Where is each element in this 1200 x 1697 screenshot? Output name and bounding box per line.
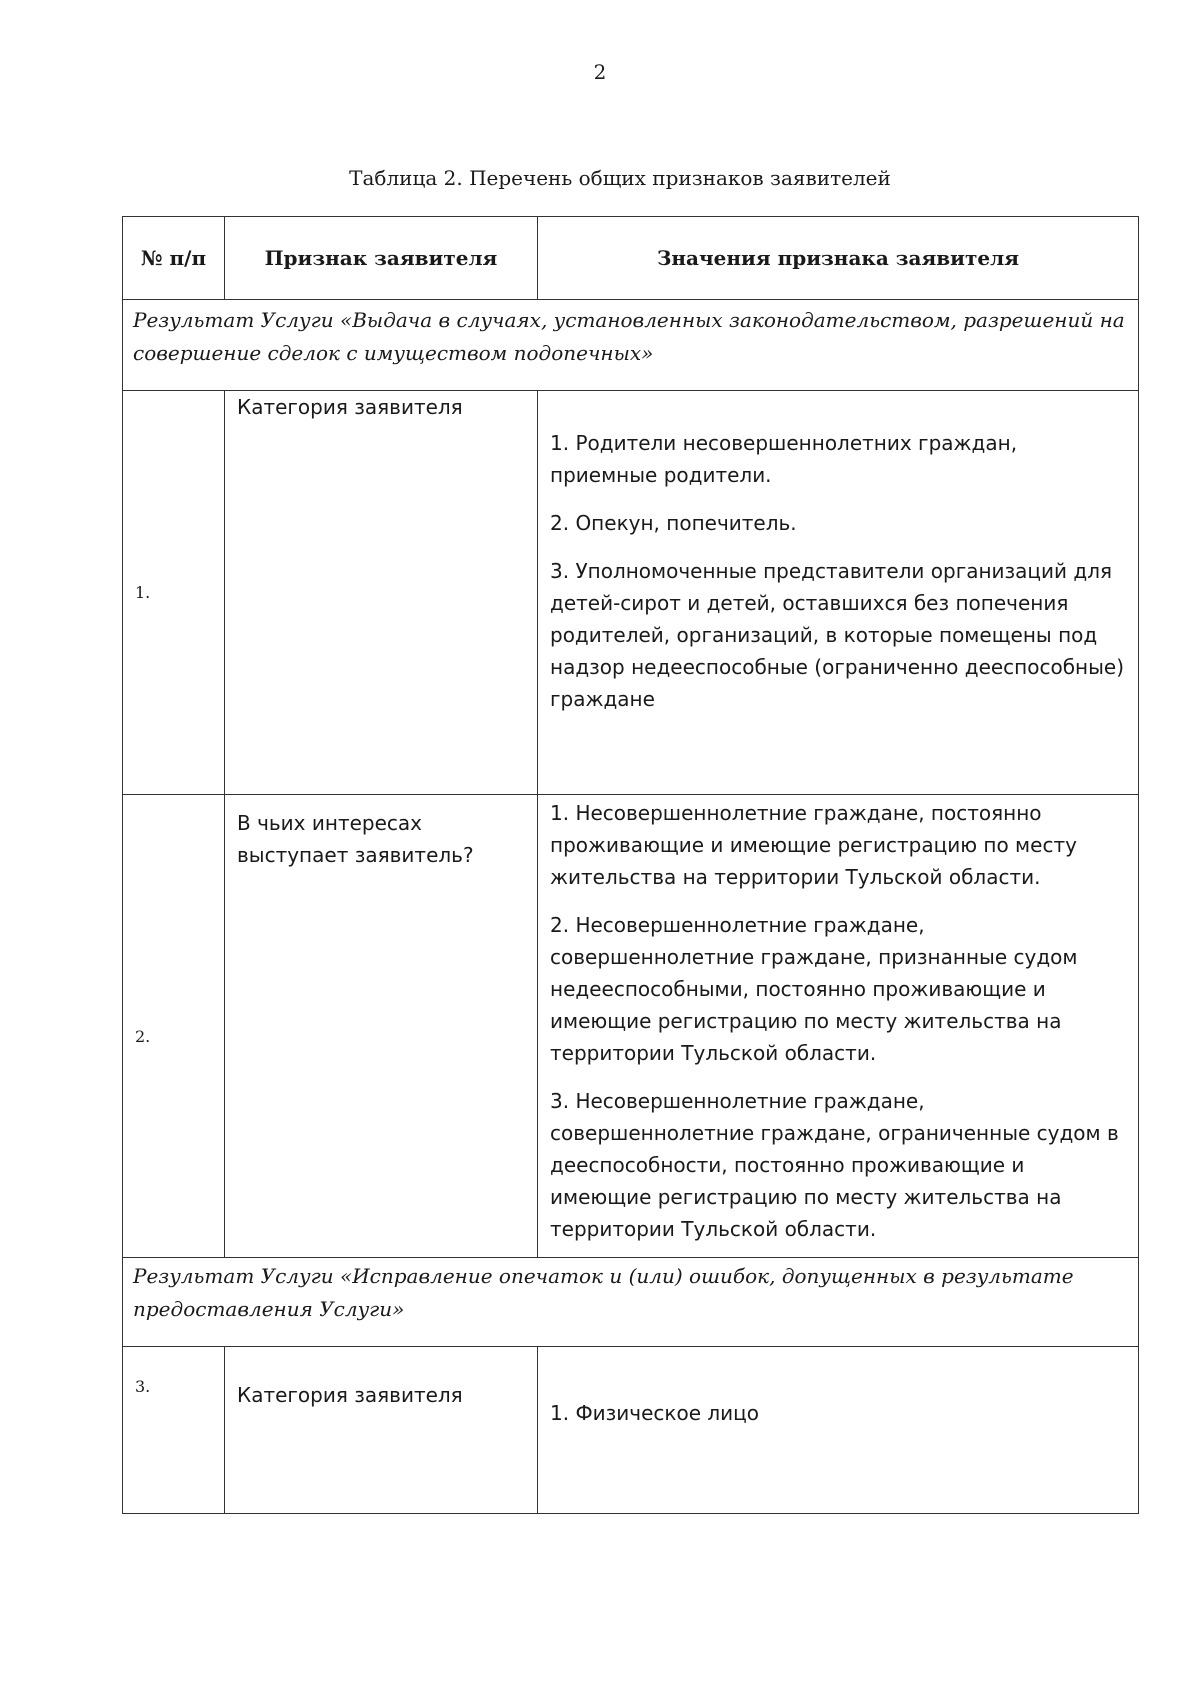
header-row bbox=[123, 217, 1139, 300]
row-number: 2. bbox=[123, 795, 225, 1258]
section-row bbox=[123, 1258, 1139, 1347]
table-caption: Таблица 2. Перечень общих признаков заявителей bbox=[349, 166, 891, 190]
row-attribute: В чьих интересах выступает заявитель? bbox=[225, 795, 538, 1258]
value-item: 2. Несовершеннолетние граждане, совершеннолетние граждане, признанные судом недееспособными, постоянно проживающие и имеющие регистрацию по месту жительства на территории Тульской области. bbox=[550, 913, 1078, 1065]
page-number: 2 bbox=[593, 60, 607, 84]
value-item: 2. Опекун, попечитель. bbox=[550, 511, 797, 535]
header-attribute: Признак заявителя bbox=[225, 217, 538, 300]
table-row bbox=[123, 795, 1139, 1258]
section-title: Результат Услуги «Исправление опечаток и (или) ошибок, допущенных в результате предоставления Услуги» bbox=[123, 1258, 1139, 1347]
row-values bbox=[538, 795, 1139, 1258]
section-title: Результат Услуги «Выдача в случаях, установленных законодательством, разрешений на совершение сделок с имуществом подопечных» bbox=[123, 300, 1139, 391]
value-item: 1. Несовершеннолетние граждане, постоянно проживающие и имеющие регистрацию по месту жительства на территории Тульской области. bbox=[550, 801, 1077, 889]
value-item: 3. Уполномоченные представители организаций для детей-сирот и детей, оставшихся без попечения родителей, организаций, в которые помещены под надзор недееспособные (ограниченно дееспособные) граждане bbox=[550, 559, 1125, 711]
row-attribute: Категория заявителя bbox=[225, 391, 538, 795]
row-attribute: Категория заявителя bbox=[225, 1347, 538, 1514]
applicant-attributes-table bbox=[122, 216, 1139, 1514]
header-values: Значения признака заявителя bbox=[538, 217, 1139, 300]
row-number: 1. bbox=[123, 391, 225, 795]
table-row bbox=[123, 1347, 1139, 1514]
value-item: 1. Физическое лицо bbox=[550, 1401, 760, 1425]
header-num: № п/п bbox=[123, 217, 225, 300]
value-item: 3. Несовершеннолетние граждане, совершеннолетние граждане, ограниченные судом в дееспособности, постоянно проживающие и имеющие регистрацию по месту жительства на территории Тульской области. bbox=[550, 1089, 1119, 1241]
row-values bbox=[538, 391, 1139, 795]
row-number: 3. bbox=[123, 1347, 225, 1514]
row-values bbox=[538, 1347, 1139, 1514]
table-row bbox=[123, 391, 1139, 795]
section-row bbox=[123, 300, 1139, 391]
value-item: 1. Родители несовершеннолетних граждан, приемные родители. bbox=[550, 431, 1018, 487]
